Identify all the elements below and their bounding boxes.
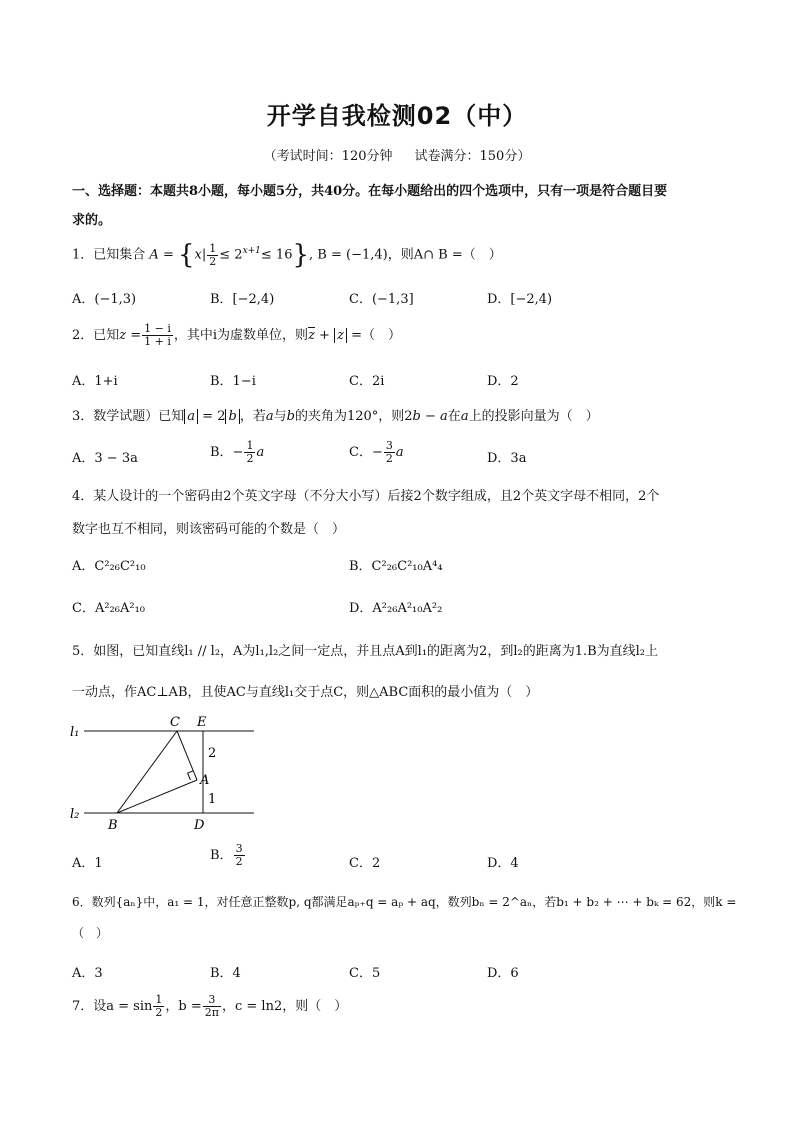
label-B: B xyxy=(108,818,118,833)
q3-vec-a: a xyxy=(265,409,274,424)
q3-suffix: 上的投影向量为（ ） xyxy=(468,409,599,424)
q3-vec-b: b xyxy=(286,409,295,424)
section-heading-line1: 一、选择题：本题共8小题，每小题5分，共40分。在每小题给出的四个选项中，只有一项是符合题目要 xyxy=(72,184,668,199)
exam-info xyxy=(0,145,794,164)
q1-option-c: C．(−1,3] xyxy=(349,292,414,307)
q2-abs-z: z xyxy=(334,328,347,343)
label-A: A xyxy=(200,773,210,788)
q5-option-c: C．2 xyxy=(349,856,381,871)
q5-line2: 一动点，作AC⊥AB，且使AC与直线l₁交于点C，则△ABC面积的最小值为（ ） xyxy=(72,685,539,700)
q3-prefix: 3．数学试题）已知 xyxy=(72,409,185,424)
question-4 xyxy=(72,485,732,537)
q7-frac-a: $\frac{1}{2}$ xyxy=(155,993,163,1019)
q3-abs-a: a xyxy=(184,409,198,424)
q4-option-a: A．C²₂₆C²₁₀ xyxy=(72,559,146,574)
q6-option-a: A．3 xyxy=(72,966,103,981)
exam-time: （考试时间：120分钟 xyxy=(263,149,393,164)
q2-option-a: A．1+i xyxy=(72,374,118,389)
q1-half: $\frac{1}{2}$ xyxy=(209,241,217,268)
question-2: 2．已知z = $\frac{1 - i}{1 + i}$ ，其中i为虚数单位，则$\overline{z} + z$ =（ ） xyxy=(72,322,401,348)
q5-option-b: B． $\frac{3}{2}$ xyxy=(210,842,243,868)
q2-z-bar: $\overline{z}$ xyxy=(308,328,315,343)
question-5 xyxy=(72,640,732,700)
q2-option-d: D．2 xyxy=(487,374,519,389)
q6-option-c: C．5 xyxy=(349,966,381,981)
q4-option-c: C．A²₂₆A²₁₀ xyxy=(72,601,145,616)
label-len-1: 1 xyxy=(208,792,217,807)
q2-z-eq: z = xyxy=(119,328,142,343)
q3-option-d: D．3a xyxy=(487,451,527,466)
q6-option-d: D．6 xyxy=(487,966,519,981)
q5-line1: 5．如图，已知直线l₁ // l₂，A为l₁,l₂之间一定点，并且点A到l₁的距离为2，到l₂的距离为1.B为直线l₂上 xyxy=(72,644,659,659)
label-C: C xyxy=(170,715,180,730)
q4-line2: 数字也互不相同，则该密码可能的个数是（ ） xyxy=(72,522,346,537)
q1-exp: x+1 xyxy=(242,246,261,257)
q1-prefix: 1．已知集合 xyxy=(72,247,146,263)
question-6 xyxy=(72,893,737,941)
question-1: 1．已知集合 A = {x| $\frac{1}{2}$ ≤ $2^{x+1}\le 16$}, B = (−1,4)，则A∩ B =（ ） xyxy=(72,240,502,270)
segment-CA xyxy=(177,731,197,780)
question-3: 3．数学试题）已知 a = 2 b ，若a与b的夹角为120°，则2b − a在a上的投影向量为（ ） xyxy=(72,409,599,424)
q1-set-b: , B = (−1,4) xyxy=(309,247,388,263)
q1-right-brace: } xyxy=(292,240,310,270)
q4-option-d: D．A²₂₆A²₁₀A²₂ xyxy=(349,601,443,616)
q3-option-b: B．− $\frac{1}{2}$ a xyxy=(210,439,265,465)
q7-prefix: 7．设a = sin xyxy=(72,999,153,1014)
q1-option-d: D．[−2,4) xyxy=(487,292,553,307)
label-D: D xyxy=(194,818,205,833)
q1-option-b: B．[−2,4) xyxy=(210,292,275,307)
q6-option-b: B．4 xyxy=(210,966,241,981)
q3-option-a: A．3 − 3a xyxy=(72,451,138,466)
q6-line2: （ ） xyxy=(72,926,109,940)
q1-option-a: A．(−1,3) xyxy=(72,292,137,307)
q2-suffix: =（ ） xyxy=(346,328,401,343)
q2-prefix: 2．已知 xyxy=(72,328,120,343)
q2-mid: ，其中i为虚数单位，则 xyxy=(173,328,309,343)
q3-abs-b: b xyxy=(225,409,239,424)
q6-line1: 6．数列{aₙ}中，a₁ = 1，对任意正整数p, q都满足aₚ₊q = aₚ + aq，数列bₙ = 2^aₙ，若b₁ + b₂ + ⋯ + bₖ = 62，则k = xyxy=(72,895,737,909)
q2-option-c: C．2i xyxy=(349,374,385,389)
q1-left-brace: { xyxy=(177,240,195,270)
q1-ineq2: ≤ 16 xyxy=(260,247,293,263)
q3-option-c: C．− $\frac{3}{2}$ a xyxy=(349,439,404,465)
q1-ineq: ≤ 2 xyxy=(219,247,243,263)
section-heading xyxy=(72,180,727,228)
section-heading-line2: 求的。 xyxy=(72,213,112,228)
q1-x: x xyxy=(194,247,202,263)
label-l1: l₁ xyxy=(70,725,80,740)
label-E: E xyxy=(197,715,207,730)
q7-suffix: ，c = ln2，则（ ） xyxy=(221,999,348,1014)
q5-option-d: D．4 xyxy=(487,856,519,871)
label-len-2: 2 xyxy=(208,746,217,761)
question-7: 7．设a = sin $\frac{1}{2}$ ，b = $\frac{3}{2\pi}$ ，c = ln2，则（ ） xyxy=(72,993,348,1019)
q5-option-a: A．1 xyxy=(72,856,103,871)
q4-option-b: B．C²₂₆C²₁₀A⁴₄ xyxy=(349,559,443,574)
exam-score: 试卷满分：150分） xyxy=(414,149,531,164)
q1-suffix: ，则A∩ B =（ ） xyxy=(387,247,502,263)
q1-set-a: A xyxy=(149,247,159,263)
q4-line1: 4．某人设计的一个密码由2个英文字母（不分大小写）后接2个数字组成，且2个英文字母不相同，2个 xyxy=(72,489,660,504)
page-title: 开学自我检测02（中） xyxy=(266,102,528,130)
q2-fraction: $\frac{1 - i}{1 + i}$ xyxy=(144,322,171,348)
label-l2: l₂ xyxy=(70,807,80,822)
q5-figure xyxy=(66,710,266,834)
q2-option-b: B．1−i xyxy=(210,374,256,389)
q7-frac-b: $\frac{3}{2\pi}$ xyxy=(204,993,219,1019)
right-angle-mark xyxy=(188,771,194,780)
